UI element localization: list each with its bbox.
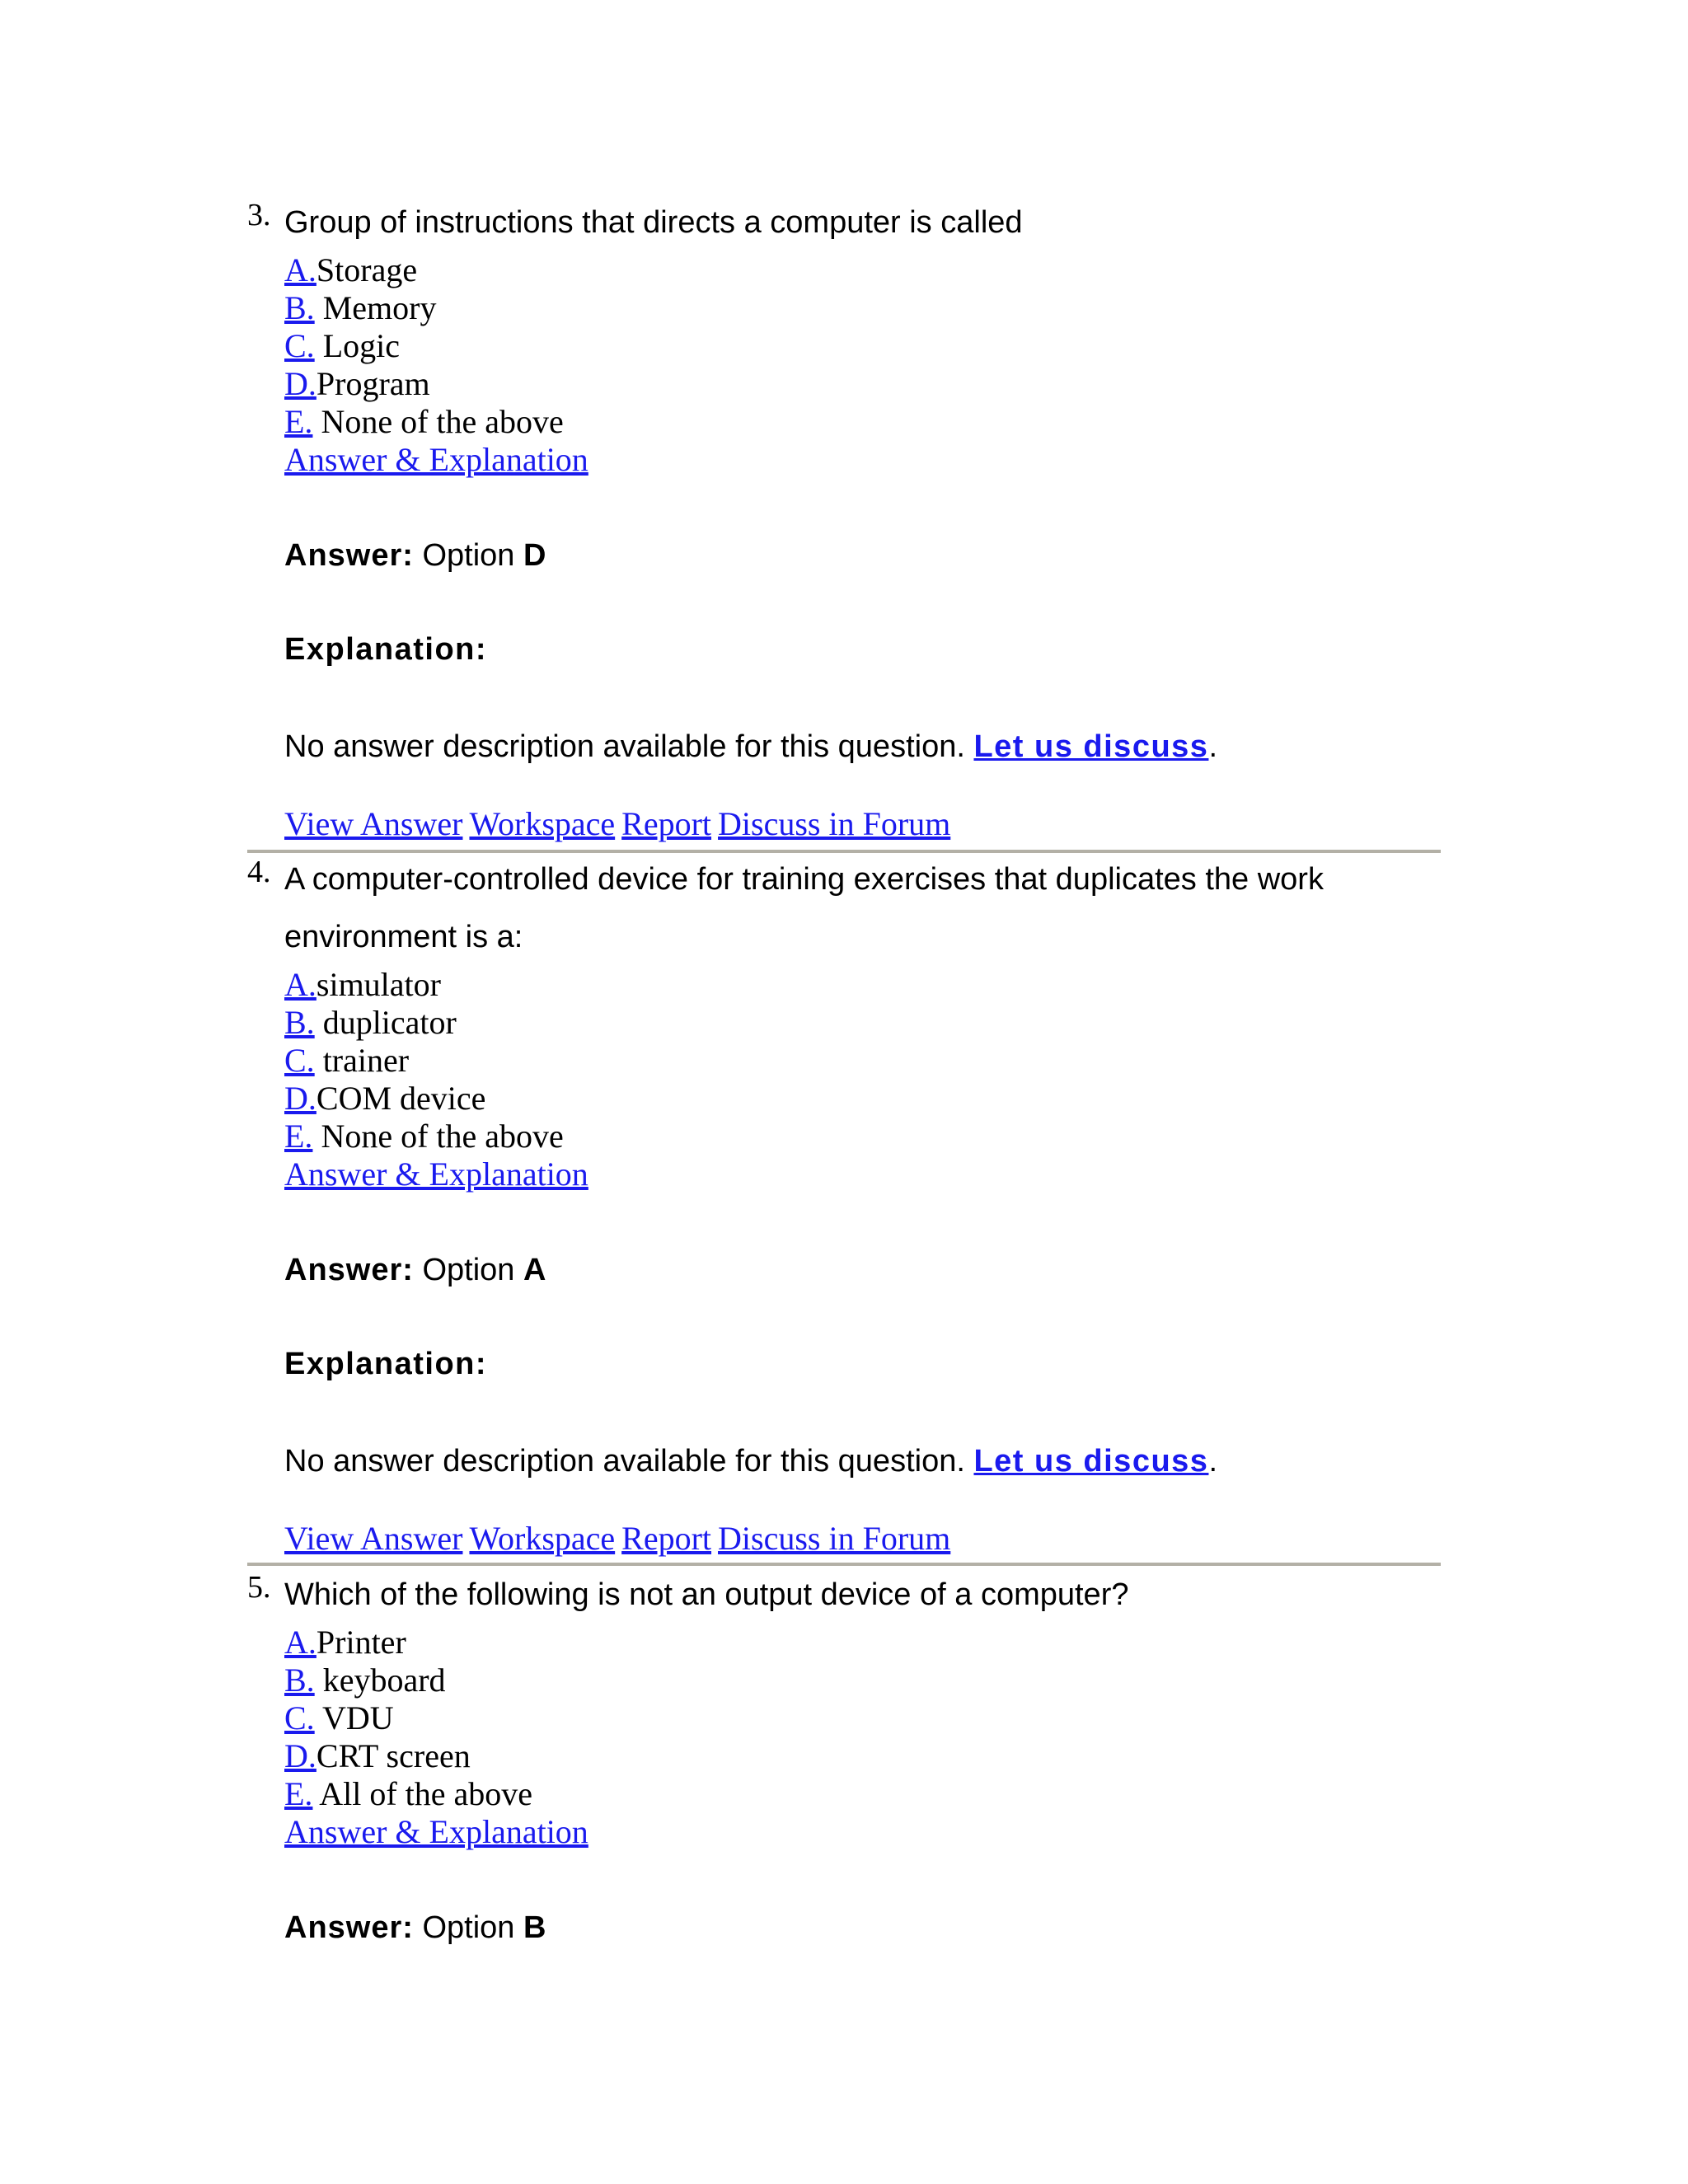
option-e — [284, 1118, 1438, 1155]
option-a-text: simulator — [316, 966, 441, 1003]
option-d-text: COM device — [316, 1080, 486, 1117]
answer-line — [284, 1251, 1438, 1289]
workspace-link[interactable]: Workspace — [469, 805, 616, 842]
question-text: Group of instructions that directs a computer is called — [284, 205, 1023, 240]
answer-line — [284, 537, 1438, 574]
answer-prefix: Option — [422, 1910, 515, 1945]
action-links — [284, 805, 1438, 843]
option-d — [284, 365, 1438, 403]
question-body — [284, 202, 1438, 843]
discuss-link[interactable]: Let us discuss — [973, 729, 1209, 764]
answer-explanation-link[interactable]: Answer & Explanation — [284, 441, 588, 478]
discuss-forum-link[interactable]: Discuss in Forum — [718, 1520, 951, 1557]
option-a-text: Storage — [316, 251, 418, 288]
option-a-link[interactable]: A. — [284, 966, 316, 1003]
option-b — [284, 1004, 1438, 1042]
option-b — [284, 289, 1438, 327]
option-d-link[interactable]: D. — [284, 1080, 316, 1117]
option-c-text: Logic — [322, 327, 400, 364]
option-a — [284, 966, 1438, 1004]
question-number: 3. — [247, 198, 271, 232]
explanation-text: No answer description available for this question. — [284, 729, 965, 764]
explanation-text: No answer description available for this question. — [284, 1444, 965, 1479]
answer-explanation-link[interactable]: Answer & Explanation — [284, 1813, 588, 1850]
report-link[interactable]: Report — [621, 805, 712, 842]
option-a — [284, 251, 1438, 289]
option-e-link[interactable]: E. — [284, 1775, 313, 1812]
question-text: A computer-controlled device for training exercises that duplicates the work environment is a: — [284, 862, 1324, 954]
option-d-link[interactable]: D. — [284, 1737, 316, 1774]
option-e-text: All of the above — [319, 1775, 533, 1812]
option-b-text: keyboard — [322, 1661, 446, 1699]
option-c-link[interactable]: C. — [284, 1042, 315, 1079]
question-body — [284, 1574, 1438, 1947]
answer-label: Answer: — [284, 1910, 414, 1945]
option-b-text: duplicator — [322, 1004, 457, 1041]
answer-prefix: Option — [422, 538, 515, 573]
option-e-text: None of the above — [321, 403, 564, 440]
option-e-link[interactable]: E. — [284, 403, 313, 440]
option-c — [284, 1699, 1438, 1737]
option-c-link[interactable]: C. — [284, 327, 315, 364]
question-number: 4. — [247, 855, 271, 889]
explanation-text-line: No answer description available for this question. Let us discuss. — [284, 729, 1217, 764]
option-c-text: VDU — [321, 1699, 394, 1736]
view-answer-link[interactable]: View Answer — [284, 805, 463, 842]
option-a-text: Printer — [316, 1624, 406, 1661]
option-b-text: Memory — [322, 289, 437, 326]
answer-option: A — [523, 1253, 546, 1287]
option-d-link[interactable]: D. — [284, 365, 316, 402]
option-e-text: None of the above — [321, 1118, 564, 1155]
answer-option: B — [523, 1910, 546, 1945]
option-a-link[interactable]: A. — [284, 1624, 316, 1661]
option-e-link[interactable]: E. — [284, 1118, 313, 1155]
discuss-forum-link[interactable]: Discuss in Forum — [718, 805, 951, 842]
option-e — [284, 403, 1438, 441]
option-c — [284, 327, 1438, 365]
question-body — [284, 859, 1438, 1558]
option-d — [284, 1737, 1438, 1775]
view-answer-link[interactable]: View Answer — [284, 1520, 463, 1557]
discuss-link[interactable]: Let us discuss — [973, 1444, 1209, 1479]
answer-option: D — [523, 538, 546, 573]
option-b-link[interactable]: B. — [284, 1661, 315, 1699]
answer-prefix: Option — [422, 1253, 515, 1287]
option-c-link[interactable]: C. — [284, 1699, 315, 1736]
explanation-title: Explanation: — [284, 632, 488, 667]
option-a-link[interactable]: A. — [284, 251, 316, 288]
option-e — [284, 1775, 1438, 1813]
action-links — [284, 1520, 1438, 1558]
option-b-link[interactable]: B. — [284, 289, 315, 326]
question-text: Which of the following is not an output device of a computer? — [284, 1577, 1129, 1612]
option-a — [284, 1624, 1438, 1661]
option-c-text: trainer — [322, 1042, 410, 1079]
explanation-text-line: No answer description available for this question. Let us discuss. — [284, 1444, 1217, 1479]
answer-label: Answer: — [284, 538, 414, 573]
option-c — [284, 1042, 1438, 1080]
answer-explanation-link[interactable]: Answer & Explanation — [284, 1155, 588, 1193]
option-b — [284, 1661, 1438, 1699]
answer-label: Answer: — [284, 1253, 414, 1287]
option-d-text: CRT screen — [316, 1737, 471, 1774]
option-b-link[interactable]: B. — [284, 1004, 315, 1041]
option-d — [284, 1080, 1438, 1118]
workspace-link[interactable]: Workspace — [469, 1520, 616, 1557]
question-number: 5. — [247, 1570, 271, 1605]
answer-line — [284, 1909, 1438, 1947]
explanation-title: Explanation: — [284, 1347, 488, 1381]
report-link[interactable]: Report — [621, 1520, 712, 1557]
option-d-text: Program — [316, 365, 430, 402]
